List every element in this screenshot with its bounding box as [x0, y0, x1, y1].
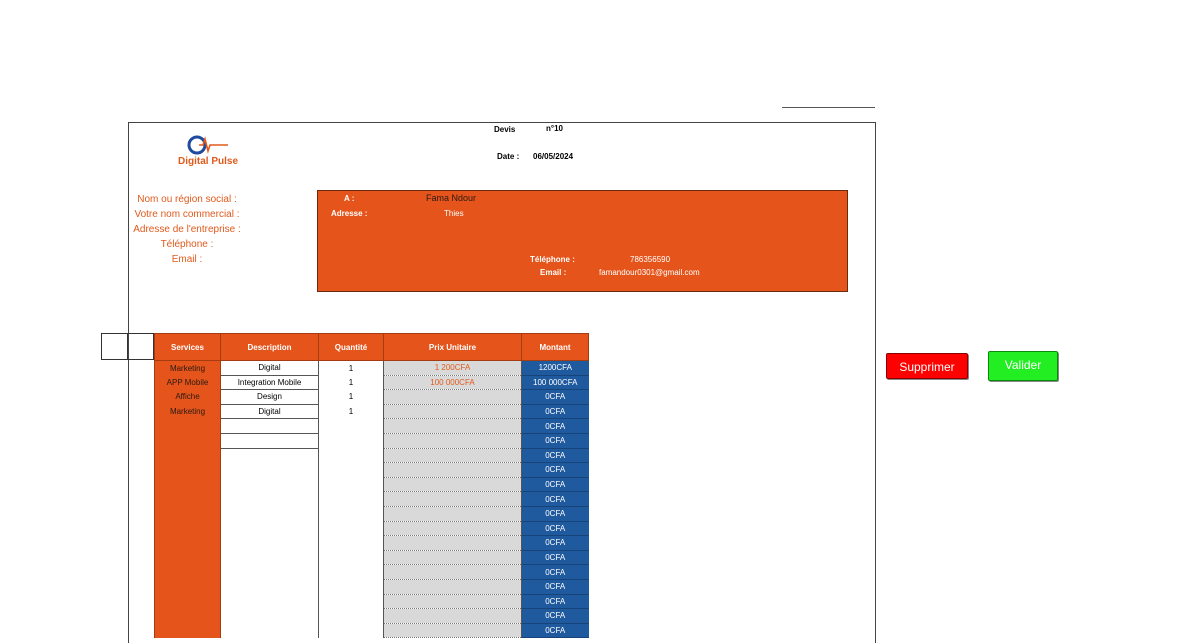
table-row [155, 536, 589, 551]
cell-prix-unitaire[interactable] [384, 492, 522, 507]
cell-quantite[interactable] [319, 565, 384, 580]
client-a-value[interactable]: Fama Ndour [426, 193, 477, 203]
cell-description[interactable]: Digital [221, 361, 319, 376]
client-a-label: A : [344, 194, 355, 203]
cell-prix-unitaire[interactable] [384, 506, 522, 521]
cell-montant[interactable]: 0CFA [522, 506, 589, 521]
client-phone-value[interactable]: 786356590 [630, 255, 671, 264]
brand-logo [175, 134, 245, 170]
cell-service[interactable] [155, 579, 221, 594]
cell-description[interactable] [221, 433, 319, 448]
cell-quantite[interactable]: 1 [319, 361, 384, 376]
client-email-label: Email : [540, 268, 567, 277]
cell-prix-unitaire[interactable]: 100 000CFA [384, 375, 522, 390]
delete-button[interactable]: Supprimer [886, 353, 968, 379]
cell-service[interactable] [155, 550, 221, 565]
cell-prix-unitaire[interactable] [384, 463, 522, 478]
cell-prix-unitaire[interactable] [384, 419, 522, 434]
cell-quantite[interactable] [319, 463, 384, 478]
cell-quantite[interactable] [319, 492, 384, 507]
cell-prix-unitaire[interactable] [384, 609, 522, 624]
date-value: 06/05/2024 [533, 152, 574, 161]
cell-montant[interactable]: 0CFA [522, 390, 589, 405]
date-label: Date : [497, 152, 520, 161]
table-row [155, 506, 589, 521]
col-header-prix-unitaire: Prix Unitaire [384, 334, 522, 361]
items-table [154, 333, 589, 638]
cell-quantite[interactable] [319, 609, 384, 624]
cell-prix-unitaire[interactable] [384, 594, 522, 609]
cell-service[interactable] [155, 521, 221, 536]
company-field-label: Téléphone : [160, 239, 214, 250]
devis-label: Devis [494, 125, 516, 134]
cell-montant[interactable]: 0CFA [522, 623, 589, 638]
cell-description[interactable] [221, 594, 319, 609]
cell-service[interactable] [155, 463, 221, 478]
client-info-box [317, 190, 848, 292]
cell-quantite[interactable] [319, 433, 384, 448]
cell-quantite[interactable]: 1 [319, 390, 384, 405]
cell-prix-unitaire[interactable] [384, 579, 522, 594]
cell-description[interactable]: Digital [221, 404, 319, 419]
cell-montant[interactable]: 0CFA [522, 594, 589, 609]
client-phone-label: Téléphone : [530, 255, 575, 264]
client-address-value[interactable]: Thies [444, 209, 464, 218]
cell-montant[interactable]: 0CFA [522, 492, 589, 507]
cell-quantite[interactable]: 1 [319, 404, 384, 419]
cell-description[interactable] [221, 550, 319, 565]
cell-description[interactable] [221, 579, 319, 594]
cell-quantite[interactable] [319, 594, 384, 609]
cell-service[interactable] [155, 536, 221, 551]
table-row [155, 361, 589, 376]
cell-prix-unitaire[interactable] [384, 448, 522, 463]
cell-description[interactable]: Integration Mobile [221, 375, 319, 390]
cell-service[interactable] [155, 506, 221, 521]
cell-montant[interactable]: 0CFA [522, 448, 589, 463]
cell-montant[interactable]: 0CFA [522, 579, 589, 594]
cell-service[interactable] [155, 419, 221, 434]
cell-quantite[interactable] [319, 623, 384, 638]
table-row [155, 492, 589, 507]
cell-description[interactable] [221, 609, 319, 624]
cell-montant[interactable]: 0CFA [522, 404, 589, 419]
cell-service[interactable] [155, 448, 221, 463]
table-row [155, 594, 589, 609]
table-row [155, 419, 589, 434]
cell-service[interactable] [155, 492, 221, 507]
cell-service[interactable]: Marketing [155, 404, 221, 419]
cell-prix-unitaire[interactable] [384, 565, 522, 580]
company-field-label: Votre nom commercial : [134, 209, 240, 220]
cell-description[interactable] [221, 463, 319, 478]
client-address-label: Adresse : [331, 209, 368, 218]
table-row [155, 609, 589, 624]
cell-prix-unitaire[interactable]: 1 200CFA [384, 361, 522, 376]
table-row [155, 433, 589, 448]
cell-description[interactable] [221, 477, 319, 492]
table-header-row [155, 334, 589, 361]
cell-quantite[interactable] [319, 521, 384, 536]
table-row [155, 521, 589, 536]
cell-prix-unitaire[interactable] [384, 623, 522, 638]
cell-description[interactable] [221, 506, 319, 521]
cell-service[interactable]: APP Mobile [155, 375, 221, 390]
cell-prix-unitaire[interactable] [384, 477, 522, 492]
cell-service[interactable] [155, 594, 221, 609]
cell-quantite[interactable] [319, 550, 384, 565]
cell-divider [127, 333, 128, 360]
cell-prix-unitaire[interactable] [384, 390, 522, 405]
cell-prix-unitaire[interactable] [384, 550, 522, 565]
table-row [155, 448, 589, 463]
cell-montant[interactable]: 100 000CFA [522, 375, 589, 390]
cell-montant[interactable]: 0CFA [522, 609, 589, 624]
cell-quantite[interactable] [319, 448, 384, 463]
company-field-label: Nom ou région social : [137, 194, 237, 205]
cell-description[interactable] [221, 521, 319, 536]
table-row [155, 463, 589, 478]
devis-number: n°10 [546, 124, 563, 133]
cell-quantite[interactable] [319, 579, 384, 594]
client-email-value[interactable]: famandour0301@gmail.com [599, 268, 700, 277]
table-row [155, 477, 589, 492]
col-header-description: Description [221, 334, 319, 361]
top-rule [782, 107, 875, 108]
cell-service[interactable] [155, 609, 221, 624]
cell-description[interactable] [221, 419, 319, 434]
table-row [155, 579, 589, 594]
cell-description[interactable] [221, 536, 319, 551]
table-row [155, 623, 589, 638]
cell-description[interactable] [221, 448, 319, 463]
cell-montant[interactable]: 0CFA [522, 477, 589, 492]
cell-service[interactable] [155, 433, 221, 448]
cell-service[interactable] [155, 565, 221, 580]
cell-prix-unitaire[interactable] [384, 433, 522, 448]
table-row [155, 390, 589, 405]
cell-service[interactable]: Marketing [155, 361, 221, 376]
cell-montant[interactable]: 1200CFA [522, 361, 589, 376]
cell-quantite[interactable] [319, 419, 384, 434]
validate-button[interactable]: Valider [988, 351, 1058, 381]
col-header-services: Services [155, 334, 221, 361]
cell-montant[interactable]: 0CFA [522, 536, 589, 551]
cell-prix-unitaire[interactable] [384, 404, 522, 419]
table-row [155, 565, 589, 580]
cell-prix-unitaire[interactable] [384, 521, 522, 536]
table-row [155, 550, 589, 565]
col-header-quantite: Quantité [319, 334, 384, 361]
company-field-labels [128, 192, 246, 267]
cell-montant[interactable]: 0CFA [522, 419, 589, 434]
table-row [155, 375, 589, 390]
table-row [155, 404, 589, 419]
cell-description[interactable] [221, 623, 319, 638]
company-field-label: Email : [171, 254, 203, 265]
cell-service[interactable] [155, 477, 221, 492]
cell-quantite[interactable]: 1 [319, 375, 384, 390]
cell-montant[interactable]: 0CFA [522, 463, 589, 478]
pulse-logo-icon [175, 134, 245, 158]
cell-quantite[interactable] [319, 477, 384, 492]
cell-service[interactable] [155, 623, 221, 638]
cell-service[interactable]: Affiche [155, 390, 221, 405]
cell-montant[interactable]: 0CFA [522, 521, 589, 536]
col-header-montant: Montant [522, 334, 589, 361]
cell-montant[interactable]: 0CFA [522, 565, 589, 580]
brand-name: Digital Pulse [177, 156, 238, 167]
cell-quantite[interactable] [319, 536, 384, 551]
cell-description[interactable]: Design [221, 390, 319, 405]
cell-description[interactable] [221, 565, 319, 580]
company-field-label: Adresse de l'entreprise : [133, 224, 241, 235]
cell-description[interactable] [221, 492, 319, 507]
cell-montant[interactable]: 0CFA [522, 550, 589, 565]
cell-prix-unitaire[interactable] [384, 536, 522, 551]
cell-montant[interactable]: 0CFA [522, 433, 589, 448]
cell-quantite[interactable] [319, 506, 384, 521]
